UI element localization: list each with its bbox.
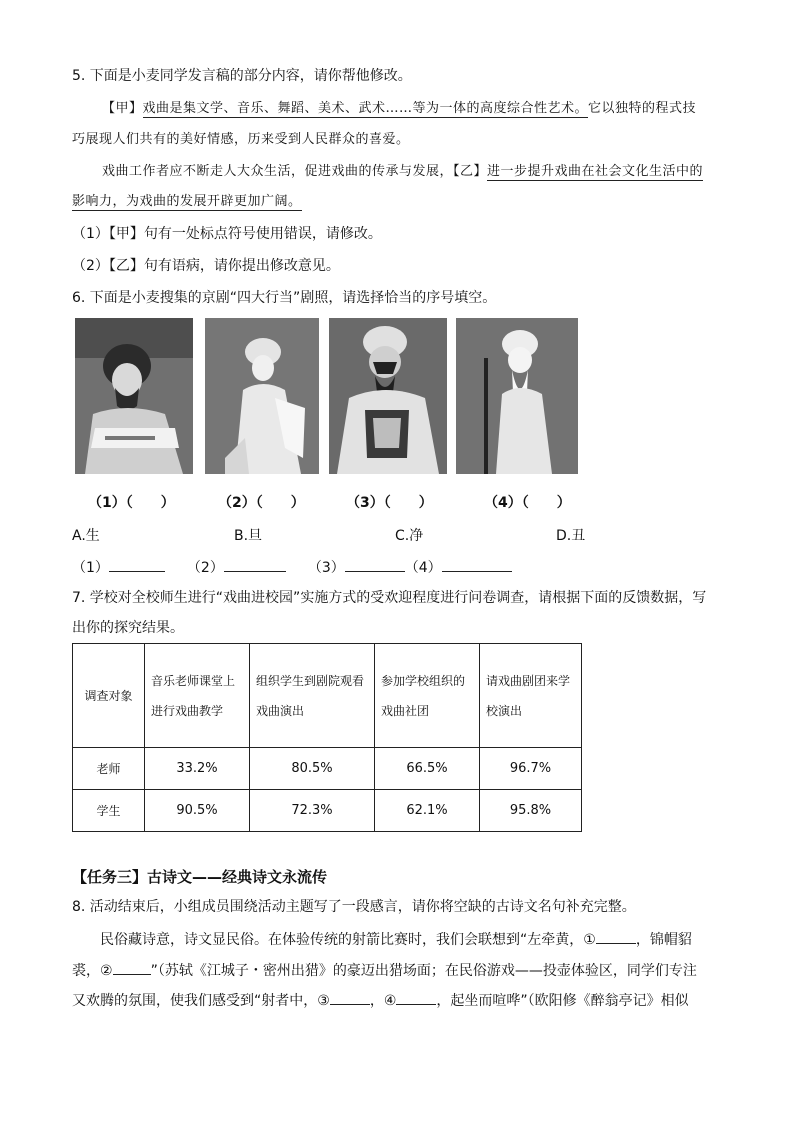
table-header-3: 参加学校组织的戏曲社团 [375, 644, 480, 748]
option-d: D.丑 [556, 528, 586, 544]
answer-label-2: （2） [186, 560, 224, 576]
q5-passage-jia [102, 99, 696, 119]
photo-label-1: （1）（ ） [88, 495, 175, 511]
blank-marker-3: ③ [317, 993, 330, 1009]
q8-text-3b: ，起坐而喧哗”（欧阳修《醉翁亭记》相似 [436, 993, 689, 1009]
q8-text-3a: 又欢腾的氛围，使我们感受到“射者中， [72, 993, 318, 1009]
opera-photo-1 [75, 318, 193, 474]
answer-blank-3[interactable] [345, 557, 405, 572]
table-cell: 72.3% [250, 790, 375, 832]
q5-sub2: （2）【乙】句有语病，请你提出修改意见。 [72, 258, 340, 274]
table-cell: 90.5% [145, 790, 250, 832]
opera-photo-2 [205, 318, 319, 474]
blank-marker-4: ④ [383, 993, 397, 1009]
answer-blank-1[interactable] [109, 557, 165, 572]
option-a: A.生 [72, 528, 100, 544]
blank-marker-1: ① [583, 932, 596, 948]
answer-label-4: （4） [404, 560, 442, 576]
bracket-yi: 【乙】 [453, 164, 488, 179]
poem-blank-4[interactable] [396, 990, 436, 1005]
q5-sub1: （1）【甲】句有一处标点符号使用错误，请修改。 [72, 226, 382, 242]
table-cell: 33.2% [145, 748, 250, 790]
passage-yi-start: 戏曲工作者应不断走人大众生活，促进戏曲的传承与发展， [102, 164, 454, 179]
table-cell: 62.1% [375, 790, 480, 832]
q6-stem: 6. 下面是小麦搜集的京剧“四大行当”剧照，请选择恰当的序号填空。 [72, 290, 497, 306]
survey-table [72, 643, 582, 832]
underlined-sentence-yi: 进一步提升戏曲在社会文化生活中的 [487, 164, 704, 179]
answer-label-1: （1） [72, 560, 109, 576]
row-label-student: 学生 [73, 790, 145, 832]
underlined-sentence-yi-cont: 影响力，为戏曲的发展开辟更加广阔。 [72, 194, 302, 209]
q6-answer-line [72, 557, 512, 578]
q8-passage-line3 [72, 990, 689, 1011]
opera-photo-4 [456, 318, 578, 474]
blank-marker-2: ② [100, 963, 113, 979]
opera-photo-3 [329, 318, 447, 474]
photo-label-4: （4）（ ） [484, 495, 571, 511]
table-row [73, 790, 582, 832]
table-row [73, 748, 582, 790]
q7-stem-line1: 7. 学校对全校师生进行“戏曲进校园”实施方式的受欢迎程度进行问卷调查，请根据下面的反馈数据，写 [72, 590, 707, 606]
q5-stem: 5. 下面是小麦同学发言稿的部分内容，请你帮他修改。 [72, 68, 412, 84]
q7-stem-line2: 出你的探究结果。 [72, 620, 184, 636]
table-header-1: 音乐老师课堂上进行戏曲教学 [145, 644, 250, 748]
q5-passage-line2: 巧展现人们共有的美好情感，历来受到人民群众的喜爱。 [72, 132, 410, 147]
table-cell: 95.8% [480, 790, 582, 832]
q8-passage-line1 [100, 929, 692, 950]
poem-blank-2[interactable] [113, 960, 151, 975]
option-c: C.净 [395, 528, 424, 544]
opera-photo-4-figure [456, 318, 578, 474]
underlined-sentence-jia: 戏曲是集文学、音乐、舞蹈、美术、武术……等为一体的高度综合性艺术。 [142, 101, 589, 116]
passage-jia-rest: 它以独特的程式技 [588, 101, 697, 116]
answer-blank-2[interactable] [224, 557, 286, 572]
q8-stem: 8. 活动结束后，小组成员围绕活动主题写了一段感言，请你将空缺的古诗文名句补充完整。 [72, 899, 636, 915]
q8-passage-line2 [72, 960, 697, 981]
q8-text-3mid: ， [369, 993, 384, 1009]
option-b: B.旦 [234, 528, 263, 544]
answer-blank-4[interactable] [442, 557, 512, 572]
q5-passage-yi [102, 162, 703, 182]
poem-blank-3[interactable] [330, 990, 370, 1005]
answer-label-3: （3） [307, 560, 345, 576]
table-header-4: 请戏曲剧团来学校演出 [480, 644, 582, 748]
task3-heading: 【任务三】古诗文——经典诗文永流传 [72, 868, 328, 886]
table-corner: 调查对象 [73, 644, 145, 748]
bracket-jia: 【甲】 [102, 101, 143, 116]
q8-text-1b: ，锦帽貂 [635, 932, 692, 948]
q5-passage-yi-line2 [72, 192, 302, 212]
q8-text-1a: 民俗藏诗意，诗文显民俗。在体验传统的射箭比赛时，我们会联想到“左牵黄， [100, 932, 584, 948]
table-cell: 66.5% [375, 748, 480, 790]
table-cell: 96.7% [480, 748, 582, 790]
opera-photo-2-figure [205, 318, 319, 474]
q8-text-2b: ”（苏轼《江城子・密州出猎》的豪迈出猎场面；在民俗游戏——投壶体验区，同学们专注 [150, 963, 697, 979]
opera-photo-1-figure [75, 318, 193, 474]
table-header-row [73, 644, 582, 748]
poem-blank-1[interactable] [596, 929, 636, 944]
row-label-teacher: 老师 [73, 748, 145, 790]
table-cell: 80.5% [250, 748, 375, 790]
table-header-2: 组织学生到剧院观看戏曲演出 [250, 644, 375, 748]
photo-label-3: （3）（ ） [346, 495, 433, 511]
q8-text-2a: 裘， [72, 963, 100, 979]
opera-photo-3-figure [329, 318, 447, 474]
photo-label-2: （2）（ ） [218, 495, 305, 511]
